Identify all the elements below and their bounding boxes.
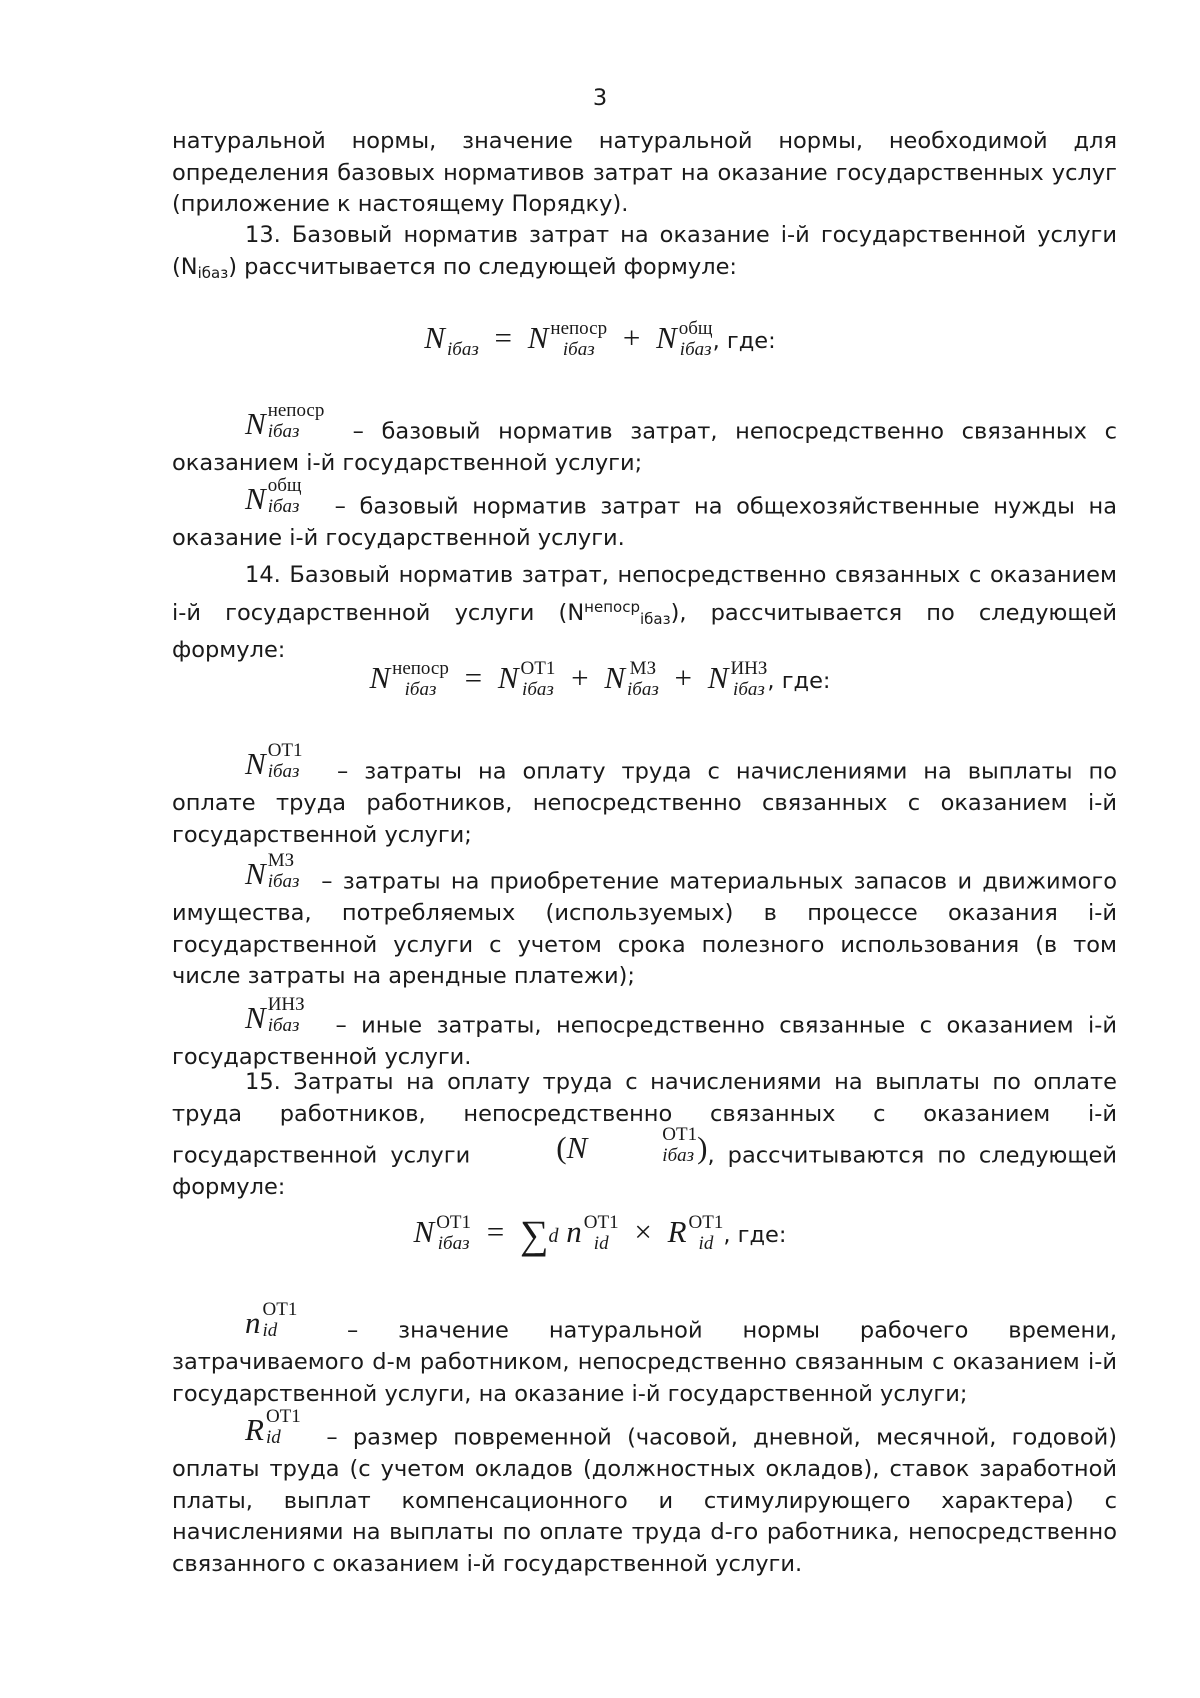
paragraph-14	[172, 560, 1117, 667]
f2-N: N	[369, 660, 391, 695]
def-neposr-desc: – базовый норматив затрат, непосредственно связанных с оказанием i-й государственной услуги;	[172, 418, 1117, 476]
def-inz-text	[172, 994, 1118, 1074]
definition-inz	[172, 994, 1118, 1074]
f2-N3-scripts	[627, 658, 659, 700]
def-obsh-N: N	[245, 481, 266, 517]
p15-sup: ОТ1	[662, 1124, 698, 1145]
def-mz-sup: МЗ	[267, 850, 295, 871]
def-mz-desc: – затраты на приобретение материальных запасов и движимого имущества, потребляемых (используемых) в процессе оказания i-й государственной услуги с учетом срока полезного использования (в том числе затраты на арендные платежи);	[172, 868, 1118, 989]
f3-n-scripts	[584, 1212, 619, 1254]
definition-r-ot1	[172, 1406, 1118, 1580]
f2-N3: N	[604, 660, 626, 695]
p14-sub: iбаз	[639, 609, 671, 628]
definition-obsh	[172, 475, 1117, 555]
def-inz-sub: iбаз	[267, 1015, 300, 1036]
f1-where: , где:	[712, 328, 776, 354]
p15-N: N	[566, 1130, 588, 1166]
def-r-ot1-scripts	[266, 1406, 301, 1448]
def-mz-symbol	[245, 850, 311, 898]
def-mz-sub: iбаз	[267, 871, 300, 892]
f2-N-scripts	[392, 658, 449, 700]
f2-N4: N	[707, 660, 729, 695]
formula-2	[0, 658, 1200, 702]
f2-where: , где:	[767, 668, 831, 694]
p14-sup: непоср	[584, 597, 640, 616]
p15-scripts	[589, 1124, 697, 1166]
def-ot1-symbol	[245, 740, 321, 788]
f2-N4-sup: ИНЗ	[730, 657, 768, 679]
p13-sub: iбаз	[197, 263, 229, 282]
p15-sub: iбаз	[662, 1145, 695, 1166]
f2-eq: =	[464, 660, 483, 695]
f3-R-scripts	[689, 1212, 724, 1254]
f3-n: n	[566, 1214, 582, 1249]
f1-N2: N	[527, 320, 549, 355]
f2-N2-sup: ОТ1	[520, 657, 556, 679]
f3-sum-d: d	[548, 1225, 559, 1247]
p14-text: 14. Базовый норматив затрат, непосредственно связанных с оказанием i-й государственной услуги (N	[172, 562, 1117, 626]
f2-N4-scripts	[730, 658, 767, 700]
f1-N2-scripts	[550, 318, 607, 360]
def-mz-N: N	[245, 856, 266, 892]
def-inz-N: N	[245, 1000, 266, 1036]
def-neposr-sub: iбаз	[267, 421, 300, 442]
paragraph-15	[172, 1067, 1117, 1204]
def-neposr-symbol	[245, 400, 335, 448]
f3-n-sup: ОТ1	[583, 1211, 619, 1233]
def-neposr-sup: непоср	[267, 400, 325, 421]
def-r-ot1-R: R	[245, 1412, 264, 1448]
definition-neposr	[172, 400, 1117, 480]
def-obsh-desc: – базовый норматив затрат на общехозяйственные нужды на оказание i-й государственной услуги.	[172, 493, 1117, 551]
def-ot1-N: N	[245, 746, 266, 782]
def-inz-scripts	[268, 994, 305, 1036]
f3-eq: =	[486, 1214, 505, 1249]
def-n-ot1-sub: id	[262, 1320, 278, 1341]
f3-sum: ∑	[520, 1212, 549, 1257]
paragraph-15-text	[172, 1067, 1117, 1204]
p15-symbol	[483, 1124, 708, 1172]
def-n-ot1-desc: – значение натуральной нормы рабочего времени, затрачиваемого d-м работником, непосредственно связанным с оказанием i-й государственной услуги, на оказание i-й государственной услуги;	[172, 1317, 1117, 1407]
def-ot1-sup: ОТ1	[267, 740, 303, 761]
def-inz-desc: – иные затраты, непосредственно связанные с оказанием i-й государственной услуги.	[172, 1012, 1118, 1070]
f1-N3: N	[656, 320, 677, 355]
formula-3	[0, 1212, 1200, 1256]
def-ot1-text	[172, 740, 1117, 851]
f1-N-scripts	[447, 318, 479, 360]
def-n-ot1-scripts	[263, 1299, 298, 1341]
def-obsh-sup: общ	[267, 475, 302, 496]
f3-R-sub: id	[698, 1232, 714, 1254]
def-ot1-sub: iбаз	[267, 761, 300, 782]
f1-plus: +	[622, 320, 641, 355]
f1-N3-scripts	[679, 318, 713, 360]
def-ot1-desc: – затраты на оплату труда с начислениями на выплаты по оплате труда работников, непосредственно связанных с оказанием i-й государственной услуги;	[172, 758, 1117, 848]
paragraph-13	[172, 220, 1117, 289]
def-inz-sup: ИНЗ	[267, 994, 305, 1015]
f3-where: , где:	[723, 1222, 787, 1248]
f1-sup	[447, 318, 479, 339]
def-obsh-text	[172, 475, 1117, 555]
f2-N4-sub: iбаз	[733, 678, 765, 700]
f2-N-sup: непоср	[392, 657, 449, 679]
p13-tail: ) рассчитывается по следующей формуле:	[228, 253, 738, 280]
f1-eq: =	[494, 320, 512, 355]
def-inz-symbol	[245, 994, 321, 1042]
f1-N3-sub: iбаз	[679, 338, 712, 360]
p15-lparen: (	[556, 1130, 567, 1166]
f1-N2-sup: непоср	[550, 317, 608, 339]
f3-N: N	[413, 1214, 435, 1249]
f2-plus1: +	[571, 660, 589, 695]
f3-N-sup: ОТ1	[436, 1211, 472, 1233]
def-n-ot1-sup: ОТ1	[262, 1299, 298, 1320]
f1-N2-sub: iбаз	[562, 338, 595, 360]
definition-mz	[172, 850, 1118, 993]
p15-rparen: )	[697, 1130, 708, 1166]
p15-text: 15. Затраты на оплату труда с начислениями на выплаты по оплате труда работников, непосредственно связанных с оказанием i-й государственной услуги	[172, 1069, 1117, 1169]
def-neposr-scripts	[268, 400, 325, 442]
f2-plus2: +	[674, 660, 692, 695]
def-obsh-symbol	[245, 475, 321, 523]
intro-paragraph	[172, 126, 1117, 221]
def-r-ot1-text	[172, 1406, 1118, 1580]
definition-ot1	[172, 740, 1117, 851]
page-number: 3	[592, 85, 608, 111]
def-neposr-N: N	[245, 406, 266, 442]
def-mz-scripts	[268, 850, 300, 892]
def-r-ot1-symbol	[245, 1406, 311, 1454]
def-n-ot1-text	[172, 1299, 1117, 1410]
definition-n-ot1	[172, 1299, 1117, 1410]
f1-N: N	[424, 320, 445, 355]
intro-text: натуральной нормы, значение натуральной нормы, необходимой для определения базовых нормативов затрат на оказание государственных услуг (приложение к настоящему Порядку).	[172, 128, 1117, 217]
formula-1	[0, 318, 1200, 362]
f3-N-sub: iбаз	[437, 1232, 470, 1254]
def-obsh-sub: iбаз	[267, 496, 300, 517]
def-n-ot1-n: n	[245, 1305, 261, 1341]
f3-R-sup: ОТ1	[688, 1211, 724, 1233]
f3-times: ×	[634, 1214, 652, 1249]
def-n-ot1-symbol	[245, 1299, 307, 1347]
paragraph-13-text	[172, 220, 1117, 289]
def-r-ot1-sup: ОТ1	[265, 1406, 301, 1427]
f2-N-sub: iбаз	[404, 678, 437, 700]
p15-tail: , рассчитываются по следующей формуле:	[172, 1142, 1117, 1200]
def-r-ot1-desc: – размер повременной (часовой, дневной, месячной, годовой) оплаты труда (с учетом окладов (должностных окладов), ставок заработной платы, выплат компенсационного и стимулирующего характера) с начислениями на выплаты по оплате труда d-го работника, непосредственно связанного с оказанием i-й государственной услуги.	[172, 1424, 1118, 1577]
paragraph-14-text	[172, 560, 1117, 667]
f2-N2: N	[497, 660, 519, 695]
p13-text: 13. Базовый норматив затрат на оказание i-й государственной услуги (N	[172, 222, 1117, 280]
f3-N-scripts	[436, 1212, 471, 1254]
f1-N3-sup: общ	[678, 317, 713, 339]
f2-N2-scripts	[521, 658, 556, 700]
f2-N2-sub: iбаз	[522, 678, 554, 700]
p14-tail: ), рассчитывается по следующей формуле:	[172, 599, 1117, 663]
f3-R: R	[667, 1214, 687, 1249]
f3-n-sub: id	[593, 1232, 609, 1254]
f2-N3-sup: МЗ	[629, 657, 657, 679]
def-obsh-scripts	[268, 475, 302, 517]
f2-N3-sub: iбаз	[627, 678, 659, 700]
def-r-ot1-sub: id	[265, 1427, 281, 1448]
def-mz-text	[172, 850, 1118, 993]
f1-sub: iбаз	[446, 338, 479, 360]
def-neposr-text	[172, 400, 1117, 480]
def-ot1-scripts	[268, 740, 303, 782]
